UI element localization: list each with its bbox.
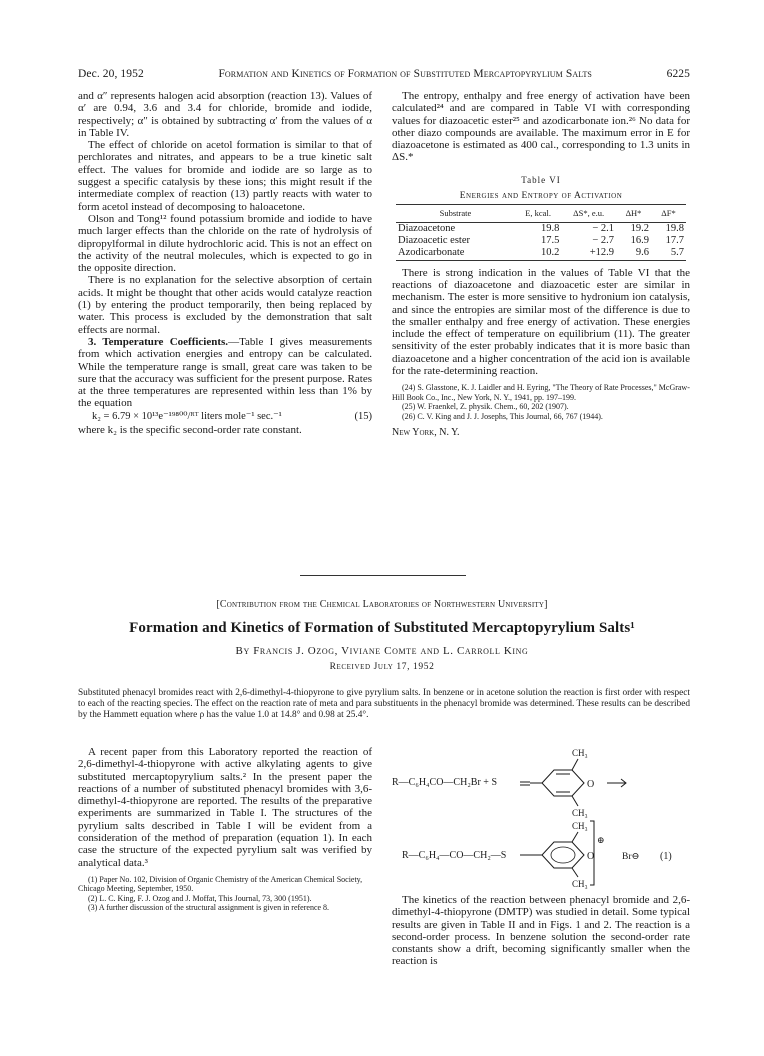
bromide-anion: Br⊖ <box>622 852 640 862</box>
table-cell: 10.2 <box>515 247 561 261</box>
article-divider <box>300 575 466 576</box>
paragraph: There is strong indication in the values of Table VI that the reactions of diazoacetone and diazoacetic ester are similar in mechanism. The ester is more sensitive to hydronium ion catalysis, and since the entropies are similar most of the difference is due to the smaller enthalpy and free energy of activation. These energies include the effect of temperature on equilibrium (11). The greater sensitivity of the ester probably indicates that it is more basic than diazoacetone and a higher concentration of the acid ion is available for the rate-determining reaction. <box>392 266 690 378</box>
table-header-row <box>396 205 686 222</box>
table-cell: 19.8 <box>665 222 684 234</box>
methyl-bond <box>572 796 578 806</box>
rate-equation-text: k₂ = 6.79 × 10¹³e⁻¹⁹⁸⁰⁰/ᴿᵀ liters mole⁻¹ sec.⁻¹ <box>92 410 282 422</box>
footnotes <box>78 875 372 913</box>
product-formula: R—C₆H₄—CO—CH₂—S <box>402 850 507 861</box>
methyl-label: CH₃ <box>572 748 588 758</box>
table-row <box>396 235 686 247</box>
table-cell: − 2.1 <box>592 222 614 234</box>
ring-oxygen: O <box>587 779 595 790</box>
left-column-bottom <box>78 746 372 913</box>
rate-equation-number: (15) <box>354 410 372 422</box>
section-body: —Table I gives measurements from which activation energies and entropy can be calculated. While the temperature range is small, great care was taken to be sure that the accuracy was sufficient for the present purpose. Rates at the three temperatures are represented within less than 1% by the equation <box>78 335 372 410</box>
paragraph: and α″ represents halogen acid absorption (reaction 13). Values of α′ are 0.94, 3.6 and 3.4 for chloride, bromide and iodide, respectively; α″ is obtained by subtracting α′ from the values of α in Table IV. <box>78 90 372 139</box>
paragraph: where k₂ is the specific second-order rate constant. <box>78 424 302 437</box>
methyl-label: CH₃ <box>572 808 588 818</box>
table-cell: 19.2 <box>630 222 649 234</box>
table-cell: 16.9 <box>630 234 649 246</box>
city-line: New York, N. Y. <box>392 427 460 439</box>
footnote: (26) C. V. King and J. J. Josephs, This Journal, 66, 767 (1944). <box>402 411 603 421</box>
running-head-page: 6225 <box>666 68 690 80</box>
footnotes <box>392 383 690 421</box>
table-cell: +12.9 <box>561 247 616 261</box>
table-cell: 5.7 <box>651 247 686 261</box>
methyl-bond <box>572 832 578 842</box>
rate-equation <box>78 411 372 423</box>
table-cell: Diazoacetone <box>398 222 456 234</box>
table-cell: 9.6 <box>616 247 651 261</box>
reaction-scheme <box>392 745 690 890</box>
received-date: Received July 17, 1952 <box>329 662 435 672</box>
section-paragraph <box>78 336 372 410</box>
table-cell: 19.8 <box>540 222 560 234</box>
aromatic-circle <box>551 847 575 863</box>
paragraph: The entropy, enthalpy and free energy of activation have been calculated²⁴ and are compared in Table VI with corresponding values for diazoacetic ester²⁵ and azodicarbonate ion.²⁶ No data for other diazo compounds are available. The maximum error in E for diazoacetone is estimated as 400 cal., corresponding to 1.3 units in ΔS.* <box>392 90 690 164</box>
footnote: (1) Paper No. 102, Division of Organic Chemistry of the American Chemical Society, Chicago Meeting, September, 1950. <box>78 874 363 894</box>
running-head <box>78 68 690 80</box>
table-title: Energies and Entropy of Activation <box>459 191 623 202</box>
ring-oxygen: O <box>587 851 595 862</box>
table-row <box>396 247 686 261</box>
table-caption: Table VI <box>521 174 561 185</box>
left-column-top <box>78 90 372 436</box>
methyl-label: CH₃ <box>572 821 588 831</box>
scheme-equation-number: (1) <box>660 851 672 862</box>
paper-title: Formation and Kinetics of Formation of Substituted Mercaptopyrylium Salts¹ <box>129 620 635 636</box>
section-heading: 3. Temperature Coefficients. <box>88 335 229 348</box>
running-head-title: Formation and Kinetics of Formation of Substituted Mercaptopyrylium Salts <box>218 68 592 80</box>
table-cell: Diazoacetic ester <box>398 234 470 246</box>
footnote: (24) S. Glasstone, K. J. Laidler and H. Eyring, "The Theory of Rate Processes," McGraw-Hill Book Co., Inc., New York, N. Y., 1941, pp. 197–199. <box>392 383 690 402</box>
positive-charge: ⊕ <box>597 835 605 845</box>
contribution-line: [Contribution from the Chemical Laboratories of Northwestern University] <box>216 599 548 610</box>
column-header: ΔF* <box>651 205 686 222</box>
right-column-bottom <box>392 894 690 968</box>
authors: By Francis J. Ozog, Viviane Comte and L. Carroll King <box>235 645 529 657</box>
reaction-scheme-svg <box>392 745 690 890</box>
table-row <box>396 222 686 235</box>
column-header: ΔS*, e.u. <box>561 205 616 222</box>
activation-table <box>396 204 686 260</box>
abstract: Substituted phenacyl bromides react with 2,6-dimethyl-4-thiopyrone to give pyrylium salts. In benzene or in acetone solution the reaction is first order with respect to each of the reacting species. The effect on the reaction rate of meta and para substituents in the phenacyl bromide was determined. These results can be described by the Hammett equation where ρ has the value 1.0 at 14.8° and 0.98 at 25.4°. <box>78 688 690 720</box>
table-cell: Azodicarbonate <box>396 247 515 261</box>
paragraph: A recent paper from this Laboratory reported the reaction of 2,6-dimethyl-4-thiopyrone with active alkylating agents to give substituted mercaptopyrylium salts.² In the present paper the reactions of a number of substituted phenacyl bromides with 3,6-dimethyl-4-thiopyrone are reported. The results of the preparative experiments are summarized in Table I. The structures of the pyrylium salts described in Table I will be evident from a consideration of the method of preparation (equation 1). In each case the structure of the expected pyrylium salt was verified by analytical data.³ <box>78 746 372 869</box>
paragraph: There is no explanation for the selective absorption of certain acids. It might be thought that other acids would catalyze reaction (1) by entering the product temporarily, then being replaced by water. This process is excluded by the demonstration that salt effects are normal. <box>78 274 372 336</box>
table-cell: 17.5 <box>540 234 560 246</box>
table-cell: 17.7 <box>665 234 684 246</box>
methyl-bond <box>572 759 578 770</box>
column-header: Substrate <box>396 205 515 222</box>
footnote: (2) L. C. King, F. J. Ozog and J. Moffat, This Journal, 73, 300 (1951). <box>88 893 312 903</box>
column-header: E, kcal. <box>515 205 561 222</box>
column-header: ΔH* <box>616 205 651 222</box>
right-column-top <box>392 90 690 440</box>
footnote: (3) A further discussion of the structural assignment is given in reference 8. <box>88 903 330 913</box>
paragraph: The kinetics of the reaction between phenacyl bromide and 2,6-dimethyl-4-thiopyrone (DMTP) was studied in detail. Some typical results are given in Table II and in Figs. 1 and 2. The reaction is a second-order process. In benzene solution the second-order rate constants show a drift, becoming significantly smaller when the reaction is <box>392 894 690 968</box>
table-cell: − 2.7 <box>592 234 614 246</box>
methyl-label: CH₃ <box>572 879 588 889</box>
reactant-formula: R—C₆H₄CO—CH₂Br + S <box>392 777 498 788</box>
pyrylium-ring <box>542 842 584 868</box>
paragraph: The effect of chloride on acetol formation is similar to that of perchlorates and nitrates, and appears to be a true kinetic salt effect. The values for bromide and iodide are so large as to suggest a specific catalysis by these ions; this might result if the intermediate complex of reaction (13) partly reacts with water to form acetol instead of decomposing to haloacetone. <box>78 139 372 213</box>
footnote: (25) W. Fraenkel, Z. physik. Chem., 60, 202 (1907). <box>402 402 569 412</box>
paragraph: Olson and Tong¹² found potassium bromide and iodide to have much larger effects than the chloride on the rate of hydrolysis of dipropylformal in dilute hydrochloric acid. This is not an effect on the activity of the neutral molecules, which is expected to go in the opposite direction. <box>78 212 372 275</box>
running-head-date: Dec. 20, 1952 <box>78 68 144 80</box>
methyl-bond <box>572 868 578 877</box>
